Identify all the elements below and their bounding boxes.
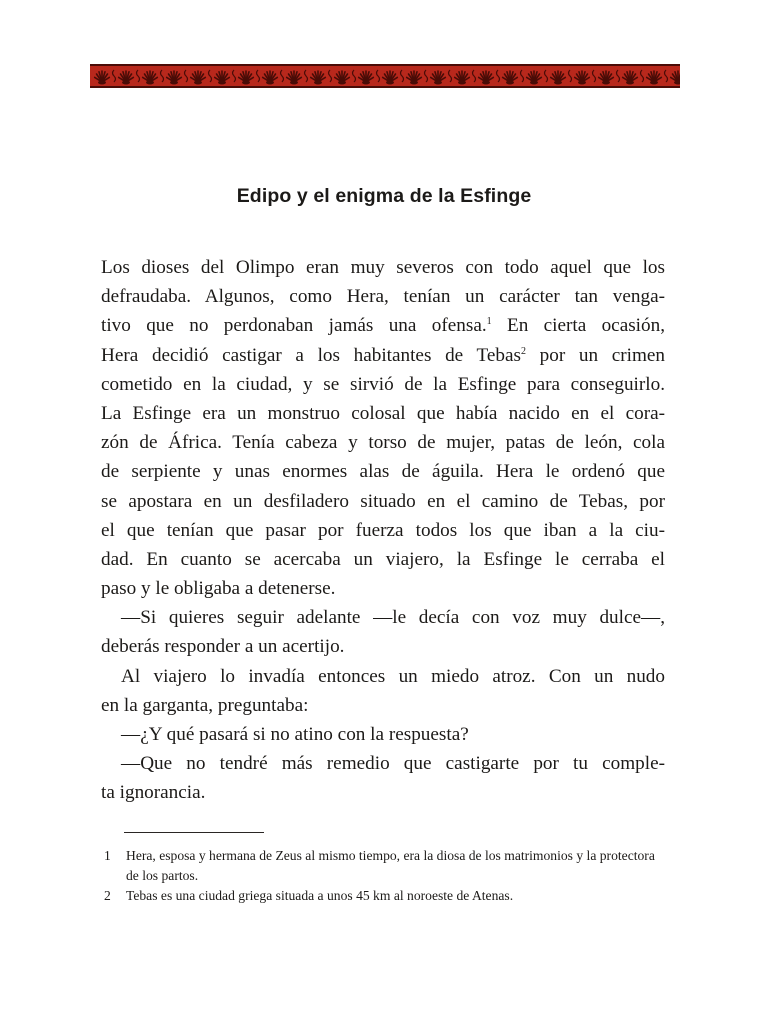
footnote-ref-1: 1 — [486, 316, 492, 328]
decorative-border-band — [90, 64, 680, 88]
text-line: —¿Y qué pasará si no atino con la respuesta? — [121, 724, 469, 745]
footnote-text: Tebas es una ciudad griega situada a unos 45 km al noroeste de Atenas. — [126, 888, 514, 903]
body-text — [101, 253, 665, 808]
text-line: dad. En cuanto se acercaba un viajero, la Esfinge le cerraba el — [101, 548, 665, 570]
text-line: zón de África. Tenía cabeza y torso de mujer, patas de león, cola — [101, 432, 665, 454]
text-fragment: En cierta ocasión, — [491, 315, 665, 337]
text-fragment: por un crimen — [525, 344, 665, 366]
text-line: —Si quieres seguir adelante —le decía con voz muy dulce—, — [121, 607, 665, 629]
footnote-1 — [104, 846, 664, 886]
text-line: La Esfinge era un monstruo colosal que había nacido en el cora- — [101, 402, 665, 424]
footnote-text: Hera, esposa y hermana de Zeus al mismo tiempo, era la diosa de los matrimonios y la protectora de los partos. — [126, 848, 655, 883]
text-line — [101, 311, 665, 340]
text-fragment: tivo que no perdonaban jamás una ofensa. — [101, 315, 487, 337]
palmette-border-icon — [90, 66, 680, 86]
footnote-2 — [104, 886, 664, 906]
text-line — [101, 341, 665, 370]
text-fragment: Hera decidió castigar a los habitantes de Tebas — [101, 344, 521, 366]
text-line: —Que no tendré más remedio que castigarte por tu comple- — [121, 753, 665, 775]
text-line: deberás responder a un acertijo. — [101, 636, 345, 658]
footnote-ref-2: 2 — [520, 345, 526, 357]
text-line: de serpiente y unas enormes alas de águila. Hera le ordenó que — [101, 461, 665, 483]
text-line: en la garganta, preguntaba: — [101, 694, 309, 716]
footnote-number: 1 — [104, 848, 111, 863]
text-line: se apostara en un desfiladero situado en el camino de Tebas, por — [101, 490, 665, 512]
text-line: cometido en la ciudad, y se sirvió de la Esfinge para conseguirlo. — [101, 373, 665, 395]
text-line: defraudaba. Algunos, como Hera, tenían un carácter tan venga- — [101, 286, 665, 308]
text-line: Los dioses del Olimpo eran muy severos con todo aquel que los — [101, 257, 665, 278]
footnotes — [104, 846, 664, 906]
text-line: paso y le obligaba a detenerse. — [101, 578, 336, 600]
text-line: ta ignorancia. — [101, 782, 206, 804]
page-title: Edipo y el enigma de la Esfinge — [236, 185, 532, 207]
text-line: el que tenían que pasar por fuerza todos los que iban a la ciu- — [101, 519, 665, 541]
text-line: Al viajero lo invadía entonces un miedo atroz. Con un nudo — [121, 665, 665, 687]
footnote-number: 2 — [104, 888, 111, 903]
footnote-separator — [124, 832, 264, 833]
